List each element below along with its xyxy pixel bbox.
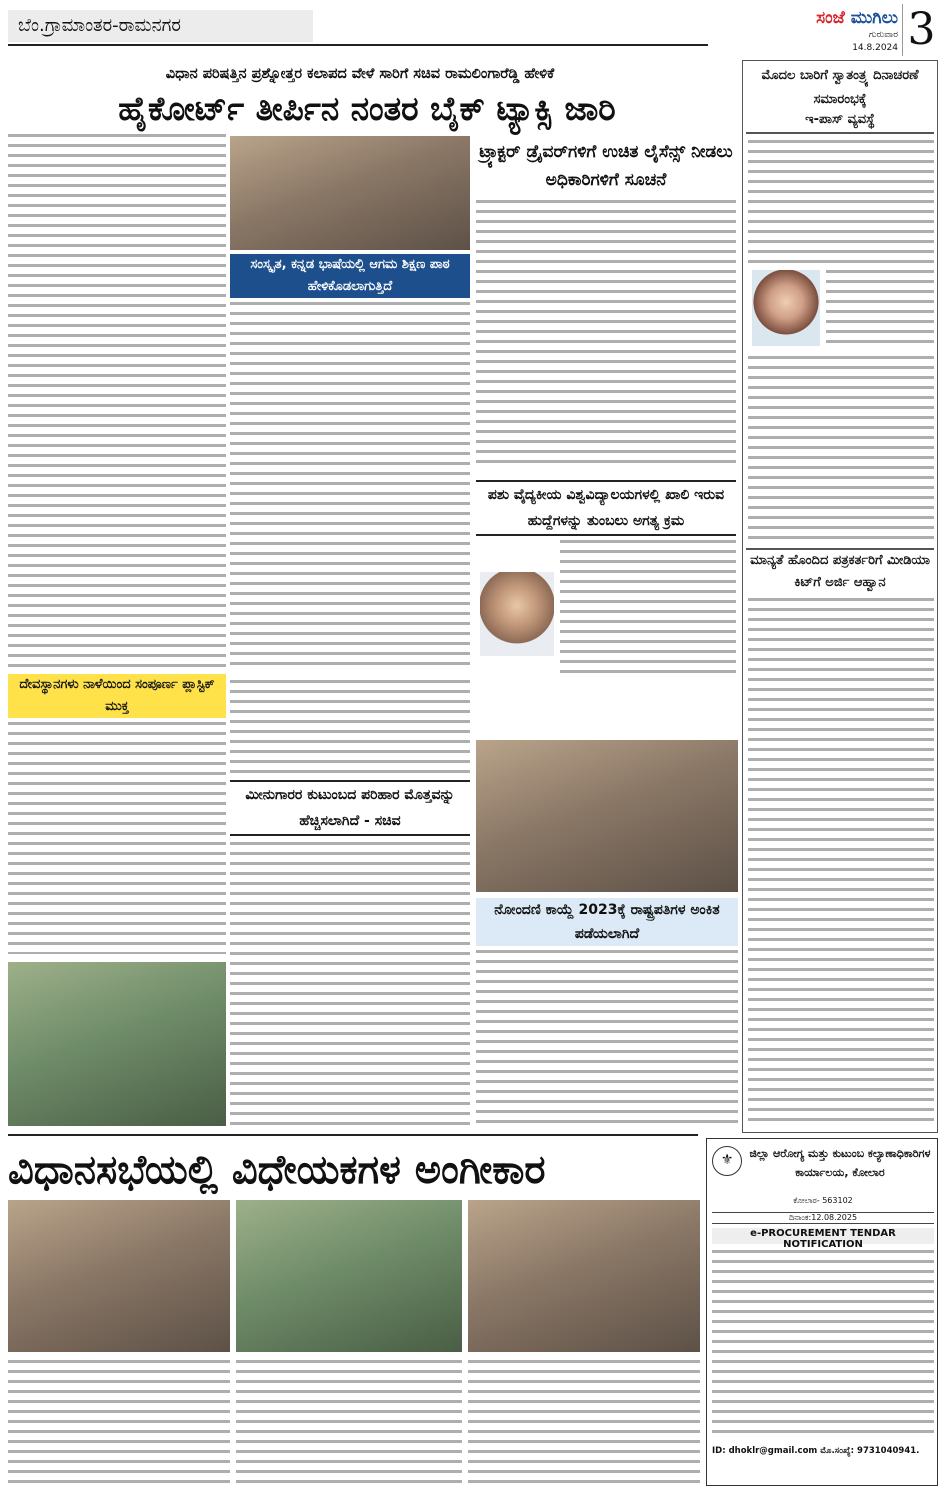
- masthead-day: ಗುರುವಾರ: [868, 30, 898, 40]
- vet-story-body: [560, 540, 736, 674]
- vet-university-headline: ಪಶು ವೈದ್ಯಕೀಯ ವಿಶ್ವವಿದ್ಯಾಲಯಗಳಲ್ಲಿ ಖಾಲಿ ಇರುವ ಹುದ್ದೆಗಳನ್ನು ತುಂಬಲು ಅಗತ್ಯ ಕ್ರಮ: [476, 480, 736, 536]
- assembly-member-photo: [8, 962, 226, 1126]
- bottom-photo-middle: [236, 1200, 462, 1352]
- bottom-body-3: [468, 1360, 700, 1486]
- left-middle-body: [230, 680, 470, 776]
- header-rule: [8, 44, 708, 46]
- bottom-photo-left: [8, 1200, 230, 1352]
- vet-story-photo: [480, 572, 554, 656]
- bottom-rule: [8, 1134, 698, 1136]
- assembly-photo: [476, 740, 738, 892]
- state-emblem-icon: ⚜: [712, 1146, 742, 1176]
- sanskrit-story-body: [230, 302, 470, 672]
- e-pass-body-2: [826, 270, 934, 350]
- tender-office-name: ಜಿಲ್ಲಾ ಆರೋಗ್ಯ ಮತ್ತು ಕುಟುಂಬ ಕಲ್ಯಾಣಾಧಿಕಾರಿಗಳ ಕಾರ್ಯಾಲಯ, ಕೋಲಾರ: [749, 1147, 931, 1179]
- page-number: 3: [902, 4, 940, 56]
- masthead-date: 14.8.2024: [852, 43, 898, 53]
- fishermen-body: [230, 842, 470, 1126]
- independence-day-headline: ಮೊದಲ ಬಾರಿಗೆ ಸ್ವಾತಂತ್ರ್ಯ ದಿನಾಚರಣೆ ಸಮಾರಂಭಕ್ಕೆ: [761, 68, 919, 107]
- lead-body-text: [8, 134, 226, 674]
- e-pass-subhead: ಇ-ಪಾಸ್ ವ್ಯವಸ್ಥೆ: [746, 112, 934, 134]
- tractor-story-body: [476, 200, 736, 470]
- bills-passed-headline: ವಿಧಾನಸಭೆಯಲ್ಲಿ ವಿಧೇಯಕಗಳ ಅಂಗೀಕಾರ: [8, 1147, 546, 1193]
- e-pass-body-3: [748, 356, 934, 542]
- official-portrait: [752, 270, 820, 346]
- masthead-name-blue: ಮುಗಿಲು: [850, 8, 898, 28]
- e-pass-body-1: [748, 140, 934, 264]
- lead-kicker: ವಿಧಾನ ಪರಿಷತ್ತಿನ ಪ್ರಶ್ನೋತ್ತರ ಕಲಾಪದ ವೇಳೆ ಸಾರಿಗೆ ಸಚಿವ ರಾಮಲಿಂಗಾರೆಡ್ಡಿ ಹೇಳಿಕೆ: [165, 66, 555, 82]
- media-kit-body: [748, 598, 934, 1126]
- fishermen-headline: ಮೀನುಗಾರರ ಕುಟುಂಬದ ಪರಿಹಾರ ಮೊತ್ತವನ್ನು ಹೆಚ್ಚಿಸಲಾಗಿದೆ - ಸಚಿವ: [230, 780, 470, 836]
- plastic-free-heading: ದೇವಸ್ಥಾನಗಳು ನಾಳೆಯಿಂದ ಸಂಪೂರ್ಣ ಪ್ಲಾಸ್ಟಿಕ್ ಮುಕ್ತ: [8, 674, 226, 718]
- registration-act-body: [476, 950, 738, 1126]
- masthead-name-red: ಸಂಜೆ: [816, 8, 845, 28]
- bottom-body-1: [8, 1360, 230, 1486]
- tender-date: ದಿನಾಂಕ:12.08.2025: [712, 1212, 934, 1224]
- tender-body: [712, 1250, 934, 1440]
- media-kit-headline: ಮಾನ್ಯತೆ ಹೊಂದಿದ ಪತ್ರಕರ್ತರಿಗೆ ಮೀಡಿಯಾ ಕಿಟ್‌ಗೆ ಅರ್ಜಿ ಆಹ್ವಾನ: [746, 548, 934, 592]
- sanskrit-story-heading: ಸಂಸ್ಕೃತ, ಕನ್ನಡ ಭಾಷೆಯಲ್ಲಿ ಆಗಮ ಶಿಕ್ಷಣ ಪಾಠ ಹೇಳಿಕೊಡಲಾಗುತ್ತಿದೆ: [230, 254, 470, 298]
- minister-photo: [230, 136, 470, 250]
- tender-contact: ID: dhoklr@gmail.com ಮೊ.ಸಂಖ್ಯೆ: 9731040941.: [712, 1446, 920, 1456]
- plastic-free-body: [8, 722, 226, 954]
- registration-act-heading: ನೋಂದಣಿ ಕಾಯ್ದೆ 2023ಕ್ಕೆ ರಾಷ್ಟ್ರಪತಿಗಳ ಅಂಕಿತ ಪಡೆಯಲಾಗಿದೆ: [476, 898, 738, 946]
- tender-title: e-PROCUREMENT TENDAR NOTIFICATION: [712, 1228, 934, 1244]
- tractor-story-headline: ಟ್ರ್ಯಾಕ್ಟರ್ ಡ್ರೈವರ್‌ಗಳಿಗೆ ಉಚಿತ ಲೈಸೆನ್ಸ್ ನೀಡಲು ಅಧಿಕಾರಿಗಳಿಗೆ ಸೂಚನೆ: [479, 142, 733, 190]
- lead-headline: ಹೈಕೋರ್ಟ್ ತೀರ್ಪಿನ ನಂತರ ಬೈಕ್ ಟ್ಯಾಕ್ಸಿ ಜಾರಿ: [118, 89, 616, 128]
- bottom-photo-right: [468, 1200, 700, 1352]
- bottom-body-2: [236, 1360, 462, 1486]
- masthead: [730, 6, 898, 30]
- section-label: ಬೆಂ.ಗ್ರಾಮಾಂತರ-ರಾಮನಗರ: [8, 10, 313, 42]
- tender-city: ಕೋಲಾರ- 563102: [793, 1196, 853, 1205]
